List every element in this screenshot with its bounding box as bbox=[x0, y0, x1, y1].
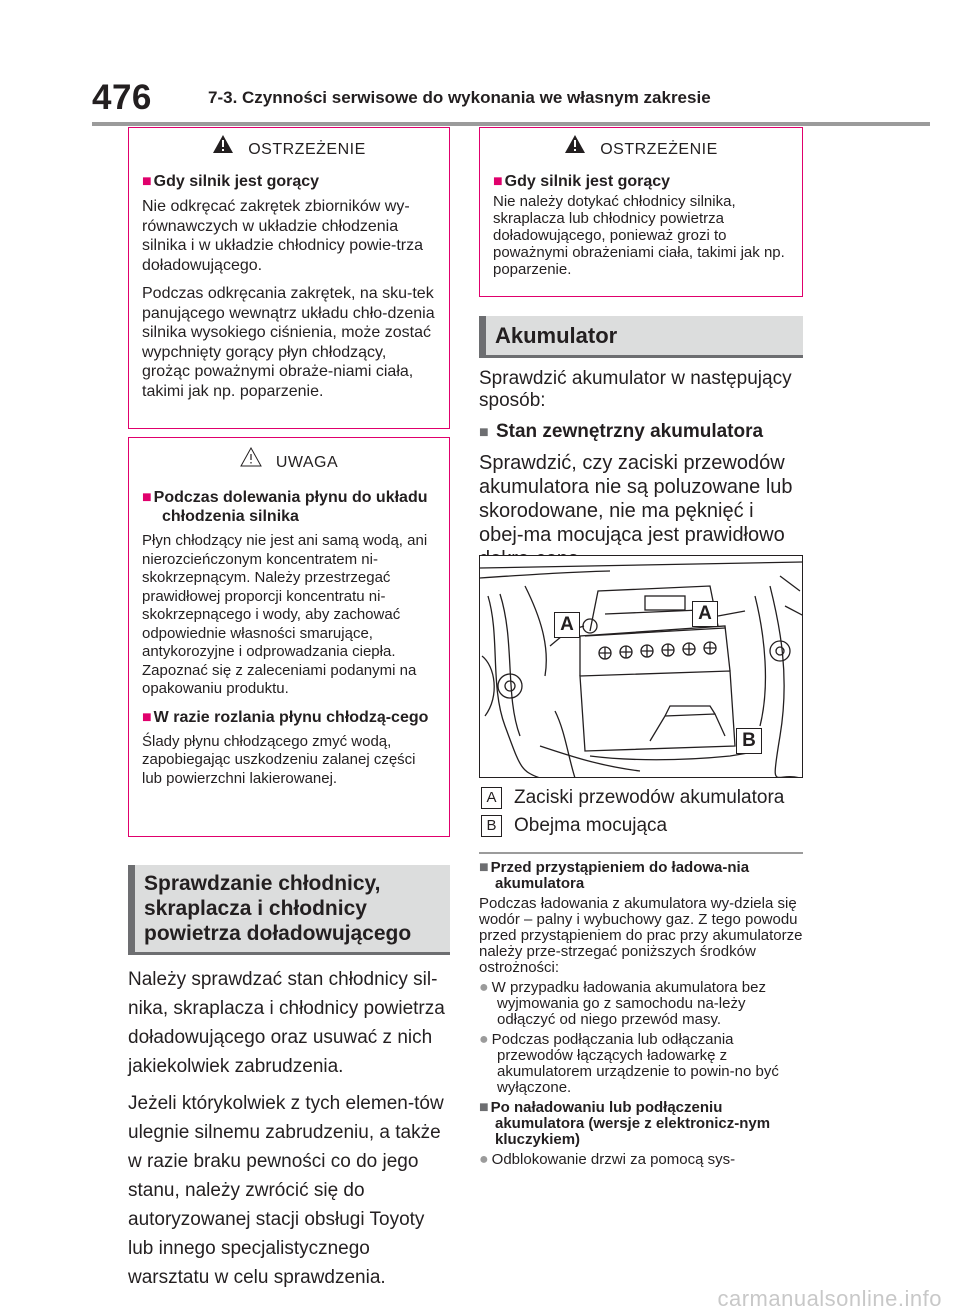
callout-a: A bbox=[692, 601, 718, 627]
body-paragraph: Sprawdzić, czy zaciski przewodów akumulatora nie są poluzowane lub skorodowane, nie ma pęknięć i obej-ma mocująca jest prawidłowo bbox=[479, 452, 793, 546]
note-bullet: ● W przypadku ładowania akumulatora bez wyjmowania go z samochodu na-leży odłączyć od niego przewód masy. bbox=[479, 979, 766, 1028]
notice-title: UWAGA bbox=[129, 438, 449, 488]
notice-heading: ■ W razie rozlania płynu chłodzą-cego bbox=[142, 708, 429, 726]
warning-title: OSTRZEŻENIE bbox=[129, 128, 449, 172]
legend-key: A bbox=[481, 787, 502, 809]
callout-a: A bbox=[554, 612, 580, 638]
chapter-title: 7-3. Czynności serwisowe do wykonania we własnym zakresie bbox=[208, 88, 711, 107]
warning-paragraph: Nie należy dotykać chłodnicy silnika, skraplacza lub chłodnicy powietrza doładowującego, ponieważ grozi to poważnymi obrażeniami ciała, takimi jak np. poparzenie. bbox=[493, 193, 785, 278]
battery-figure bbox=[479, 555, 803, 778]
round-bullet-icon: ● bbox=[479, 1031, 489, 1048]
square-bullet-icon: ■ bbox=[142, 708, 152, 726]
left-column bbox=[128, 127, 450, 1292]
notice-heading: ■ Podczas dolewania płynu do układu chłodzenia silnika bbox=[142, 489, 428, 525]
sub-heading: ■ Stan zewnętrzny akumulatora bbox=[479, 421, 764, 442]
callout-b: B bbox=[736, 728, 762, 754]
watermark: carmanualsonline.info bbox=[717, 1286, 942, 1311]
square-bullet-icon: ■ bbox=[479, 1099, 489, 1116]
body-paragraph: Należy sprawdzać stan chłodnicy sil-nika, skraplacza i chłodnicy powietrza doładowującego oraz usuwać z nich jakiekolwiek zabrudzenia. bbox=[128, 969, 445, 1077]
legend-item: B Obejma mocująca bbox=[481, 812, 805, 840]
warning-box-right bbox=[479, 127, 803, 297]
notice-paragraph: Płyn chłodzący nie jest ani samą wodą, ani nierozcieńczonym koncentratem ni-skokrzepnącym. Należy przestrzegać prawidłowej proporcji koncentratu ni-skokrzepnącego i wody, aby zachować odpowiednie własności smarujące, antykorozyjne i odprowadzania ciepła. Zapoznać się z zaleceniami podanymi na opakowaniu produktu. bbox=[142, 532, 428, 697]
section-heading-battery: Akumulator bbox=[479, 316, 803, 358]
warning-paragraph: Podczas odkręcania zakrętek, na sku-tek panującego wewnątrz układu chło-dzenia silnika wysokiego ciśnienia, może zostać wypchnięty gorący płyn chłodzący, grożąc poważnymi obraże-niami ciała, takimi jak np. poparzenie. bbox=[142, 285, 435, 400]
round-bullet-icon: ● bbox=[479, 979, 489, 996]
square-bullet-icon: ■ bbox=[142, 173, 152, 190]
notice-box-left bbox=[128, 437, 450, 837]
note-bullet: ● Podczas podłączania lub odłączania przewodów łączących ładowarkę z akumulatorem urządzenie to powin-no być wyłączone. bbox=[479, 1031, 779, 1096]
note-paragraph: Podczas ładowania z akumulatora wy-dziela się wodór – palny i wybuchowy gaz. Z tego powodu przed przystąpieniem do prac przy akumulatorze należy prze-strzegać poniższych środków ostrożności: bbox=[479, 895, 803, 976]
charging-notes bbox=[479, 852, 803, 1172]
header-rule bbox=[92, 122, 930, 126]
page-header bbox=[92, 78, 930, 118]
caution-triangle-outline-icon bbox=[240, 438, 262, 488]
square-bullet-icon: ■ bbox=[142, 489, 152, 506]
legend-item: A Zaciski przewodów akumulatora bbox=[481, 784, 805, 812]
section-heading-radiator: Sprawdzanie chłodnicy, skraplacza i chłodnicy powietrza doładowującego bbox=[128, 865, 450, 955]
square-bullet-icon: ■ bbox=[479, 424, 489, 441]
square-bullet-icon: ■ bbox=[479, 859, 489, 876]
figure-legend bbox=[481, 784, 805, 840]
warning-title: OSTRZEŻENIE bbox=[480, 128, 802, 172]
note-bullet: ● Odblokowanie drzwi za pomocą sys- bbox=[479, 1151, 736, 1168]
body-paragraph: Sprawdzić akumulator w następujący sposób: bbox=[479, 368, 792, 411]
note-heading: ■ Po naładowaniu lub podłączeniu akumulatora (wersje z elektronicz-nym kluczykiem) bbox=[479, 1099, 771, 1148]
round-bullet-icon: ● bbox=[479, 1151, 489, 1168]
warning-triangle-icon bbox=[212, 128, 234, 172]
note-heading: ■ Przed przystąpieniem do ładowa-nia akumulatora bbox=[479, 859, 750, 892]
body-paragraph: Jeżeli którykolwiek z tych elemen-tów ulegnie silnemu zabrudzeniu, a także w razie braku pewności co do jego stanu, należy zwrócić się do autoryzowanej stacji obsługi Toyoty lub innego specjalistycznego warsztatu w celu sprawdzenia. bbox=[128, 1093, 444, 1288]
notice-paragraph: Ślady płynu chłodzącego zmyć wodą, zapobiegając uszkodzeniu zalanej części lub powierzchni lakierowanej. bbox=[142, 732, 416, 787]
warning-heading: ■ Gdy silnik jest gorący bbox=[493, 173, 671, 190]
page-number: 476 bbox=[92, 78, 152, 117]
square-bullet-icon: ■ bbox=[493, 173, 503, 190]
warning-triangle-icon bbox=[564, 128, 586, 172]
right-column bbox=[479, 127, 803, 571]
warning-heading: ■ Gdy silnik jest gorący bbox=[142, 173, 320, 190]
legend-key: B bbox=[481, 815, 502, 837]
warning-box-left bbox=[128, 127, 450, 429]
warning-paragraph: Nie odkręcać zakrętek zbiorników wy-równawczych w układzie chłodzenia silnika i w układzie chłodnicy powie-trza doładowującego. bbox=[142, 198, 424, 274]
